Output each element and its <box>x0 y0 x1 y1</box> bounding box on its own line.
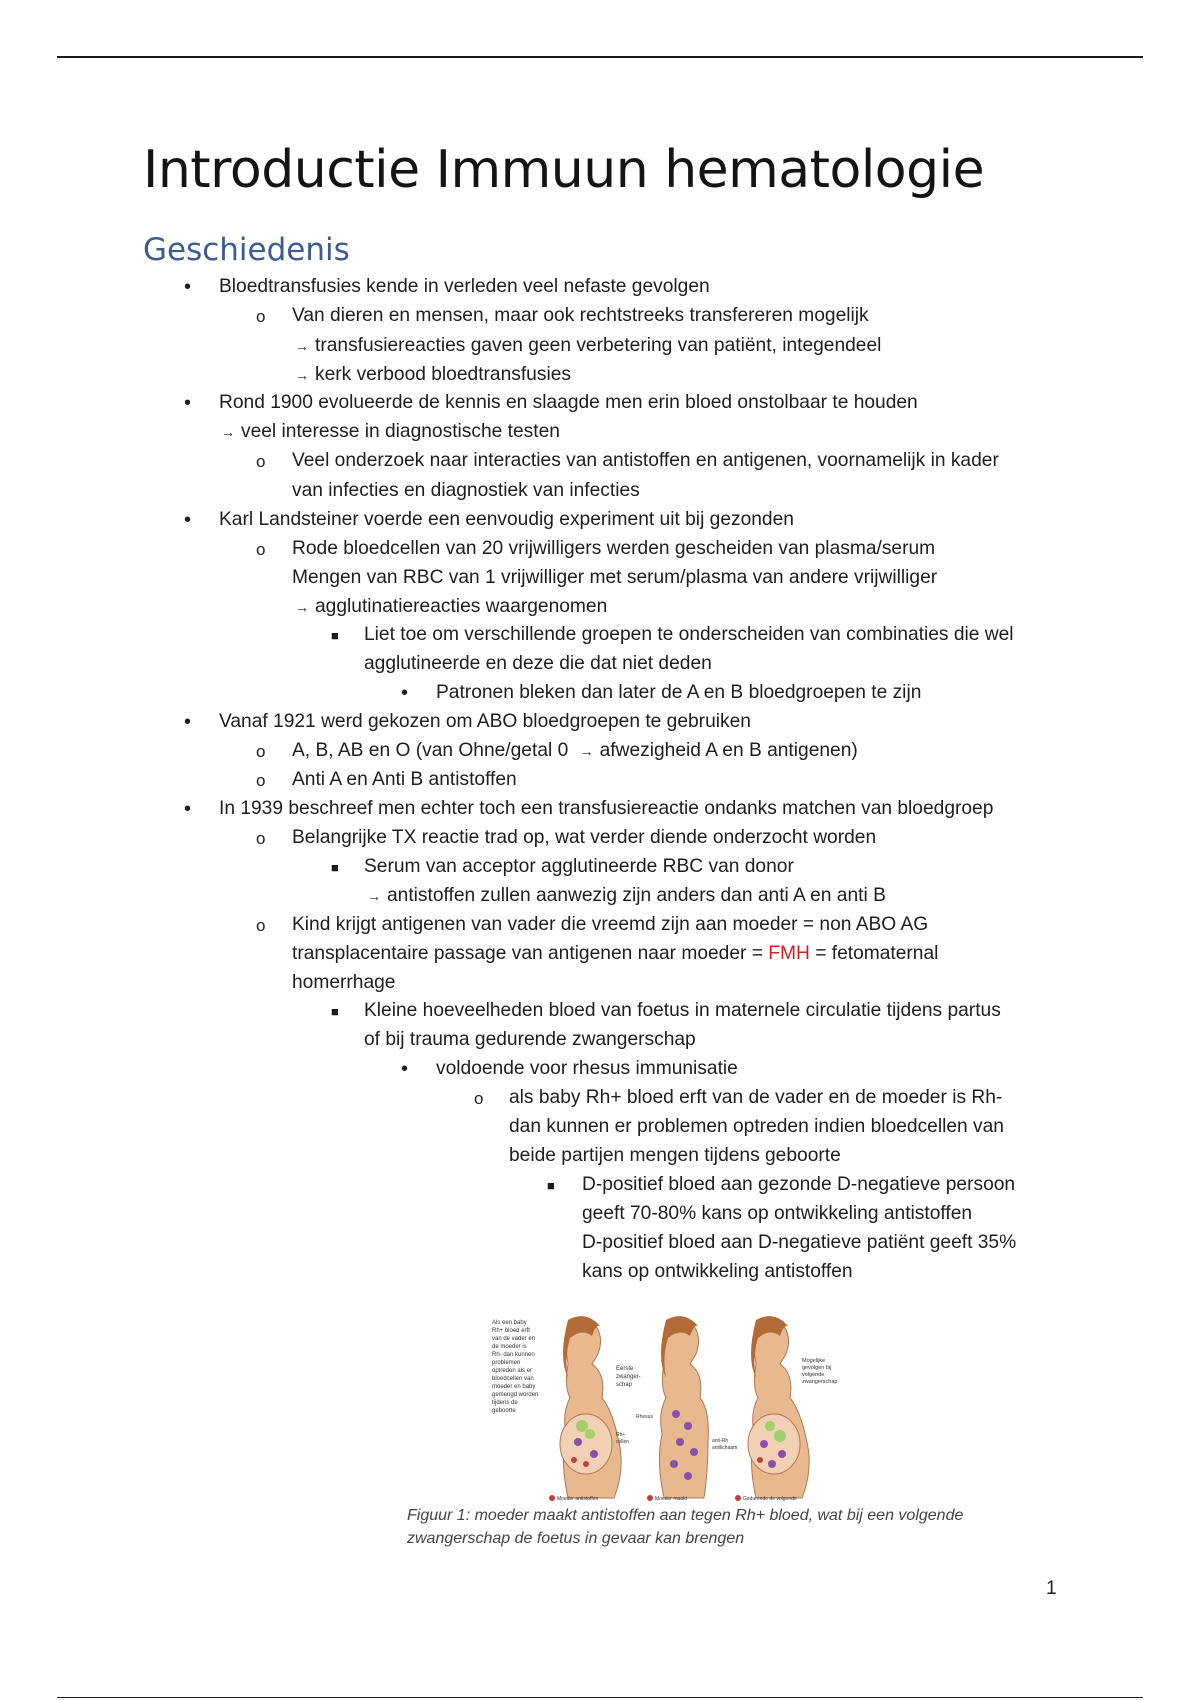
square-bullet-icon: ■ <box>331 860 339 875</box>
body-line-text: kerk verbood bloedtransfusies <box>315 364 571 385</box>
body-line: Liet toe om verschillende groepen te onderscheiden van combinaties die wel <box>364 624 1014 645</box>
page-number: 1 <box>1046 1578 1057 1599</box>
body-line-text: = fetomaternal <box>815 943 939 964</box>
square-bullet-icon: ■ <box>331 1004 339 1019</box>
figure-label-rhesus: Rhesus <box>636 1414 653 1420</box>
circle-bullet-icon: o <box>256 771 266 790</box>
fmh-term: FMH <box>768 943 810 964</box>
body-line-text: transplacentaire passage van antigenen naar moeder = <box>292 943 763 964</box>
circle-bullet-icon: o <box>256 829 266 848</box>
rhesus-illustration <box>490 1314 850 1504</box>
figure-legend-2: Moeder maakt <box>655 1496 687 1502</box>
body-line: Patronen bleken dan later de A en B bloedgroepen te zijn <box>436 682 922 703</box>
circle-bullet-icon: o <box>256 742 266 761</box>
mother-after-birth <box>659 1316 708 1498</box>
arrow-icon: → <box>295 367 309 383</box>
body-line: voldoende voor rhesus immunisatie <box>436 1058 738 1079</box>
body-line: Vanaf 1921 werd gekozen om ABO bloedgroepen te gebruiken <box>219 711 751 732</box>
bullet-icon: • <box>184 798 192 820</box>
body-line: Anti A en Anti B antistoffen <box>292 769 517 790</box>
body-line: Rond 1900 evolueerde de kennis en slaagde men erin bloed onstolbaar te houden <box>219 392 918 413</box>
circle-bullet-icon: o <box>256 916 266 935</box>
body-line: Van dieren en mensen, maar ook rechtstreeks transfereren mogelijk <box>292 305 869 326</box>
body-line-text: afwezigheid A en B antigenen) <box>599 740 858 761</box>
body-line: dan kunnen er problemen optreden indien bloedcellen van <box>509 1116 1004 1137</box>
body-line: Belangrijke TX reactie trad op, wat verder diende onderzocht worden <box>292 827 877 848</box>
bullet-icon: • <box>184 711 192 733</box>
circle-bullet-icon: o <box>474 1089 484 1108</box>
body-line: Kleine hoeveelheden bloed van foetus in maternele circulatie tijdens partus <box>364 1000 1001 1021</box>
body-line: als baby Rh+ bloed erft van de vader en de moeder is Rh- <box>509 1087 1003 1108</box>
body-line: of bij trauma gedurende zwangerschap <box>364 1029 696 1050</box>
body-line: Serum van acceptor agglutineerde RBC van donor <box>364 856 794 877</box>
body-line <box>295 360 571 390</box>
body-line: Mengen van RBC van 1 vrijwilliger met serum/plasma van andere vrijwilliger <box>292 567 938 588</box>
body-line: Karl Landsteiner voerde een eenvoudig experiment uit bij gezonden <box>219 509 794 530</box>
rhesus-figure <box>490 1314 850 1504</box>
body-line-text: antistoffen zullen aanwezig zijn anders dan anti A en anti B <box>387 885 886 906</box>
body-line: beide partijen mengen tijdens geboorte <box>509 1145 841 1166</box>
square-bullet-icon: ■ <box>331 628 339 643</box>
body-line-text: veel interesse in diagnostische testen <box>241 421 560 442</box>
arrow-icon: → <box>579 743 594 759</box>
bullet-icon: • <box>184 509 192 531</box>
section-heading: Geschiedenis <box>143 232 350 268</box>
body-line: Rode bloedcellen van 20 vrijwilligers werden gescheiden van plasma/serum <box>292 538 936 559</box>
body-line <box>295 331 881 361</box>
figure-label-first-pregnancy: Eerste zwanger-schap <box>616 1366 641 1388</box>
bullet-icon: • <box>184 276 192 298</box>
arrow-icon: → <box>295 338 309 354</box>
body-line <box>221 417 560 447</box>
body-line: Veel onderzoek naar interacties van antistoffen en antigenen, voornamelijk in kader <box>292 450 999 471</box>
figure-label-antibodies: anti-Rh antilichaam <box>712 1438 738 1451</box>
figure-left-note: Als een baby Rh+ bloed erft van de vader en de moeder is Rh- dan kunnen problemen optreden als er bloedcellen van moeder en baby gemengd worden tijdens de geboorte <box>492 1320 539 1414</box>
body-line: kans op ontwikkeling antistoffen <box>582 1261 853 1282</box>
body-line: Bloedtransfusies kende in verleden veel nefaste gevolgen <box>219 276 710 297</box>
mother-next-pregnancy <box>748 1316 809 1498</box>
bullet-icon: • <box>184 392 192 414</box>
body-line: geeft 70-80% kans op ontwikkeling antistoffen <box>582 1203 973 1224</box>
arrow-icon: → <box>367 888 381 904</box>
bullet-icon: • <box>401 1058 409 1080</box>
body-line: agglutineerde en deze die dat niet deden <box>364 653 712 674</box>
header-rule <box>57 56 1143 58</box>
body-line: homerrhage <box>292 972 396 993</box>
body-line <box>367 881 886 911</box>
figure-label-subsequent: Mogelijke gevolgen bij volgende zwangerschap <box>802 1358 838 1385</box>
body-line-text: A, B, AB en O (van Ohne/getal 0 <box>292 740 569 761</box>
mother-first-pregnancy <box>560 1316 621 1498</box>
document-title: Introductie Immuun hematologie <box>143 140 985 200</box>
figure-legend-1: Moeder antistoffen <box>557 1496 599 1502</box>
body-line-text: agglutinatiereacties waargenomen <box>315 596 608 617</box>
arrow-icon: → <box>295 599 309 615</box>
body-line: D-positief bloed aan gezonde D-negatieve persoon <box>582 1174 1016 1195</box>
figure-caption: Figuur 1: moeder maakt antistoffen aan tegen Rh+ bloed, wat bij een volgende zwangerschap de foetus in gevaar kan brengen <box>407 1507 964 1547</box>
body-line-text: transfusiereacties gaven geen verbetering van patiënt, integendeel <box>315 335 882 356</box>
square-bullet-icon: ■ <box>547 1178 555 1193</box>
arrow-icon: → <box>221 424 235 440</box>
figure-legend-3: Gedurende de volgende <box>743 1496 797 1502</box>
body-line <box>295 592 607 622</box>
body-line: D-positief bloed aan D-negatieve patiënt geeft 35% <box>582 1232 1017 1253</box>
body-line: van infecties en diagnostiek van infecties <box>292 480 640 501</box>
circle-bullet-icon: o <box>256 307 266 326</box>
footer-rule <box>57 1697 1143 1698</box>
body-line: Kind krijgt antigenen van vader die vreemd zijn aan moeder = non ABO AG <box>292 914 929 935</box>
body-line: In 1939 beschreef men echter toch een transfusiereactie ondanks matchen van bloedgroep <box>219 798 994 819</box>
body-line <box>292 736 858 766</box>
figure-label-cells: Rh+ cellen <box>616 1432 630 1445</box>
body-line <box>292 939 938 968</box>
bullet-icon: • <box>401 682 409 704</box>
circle-bullet-icon: o <box>256 452 266 471</box>
circle-bullet-icon: o <box>256 540 266 559</box>
